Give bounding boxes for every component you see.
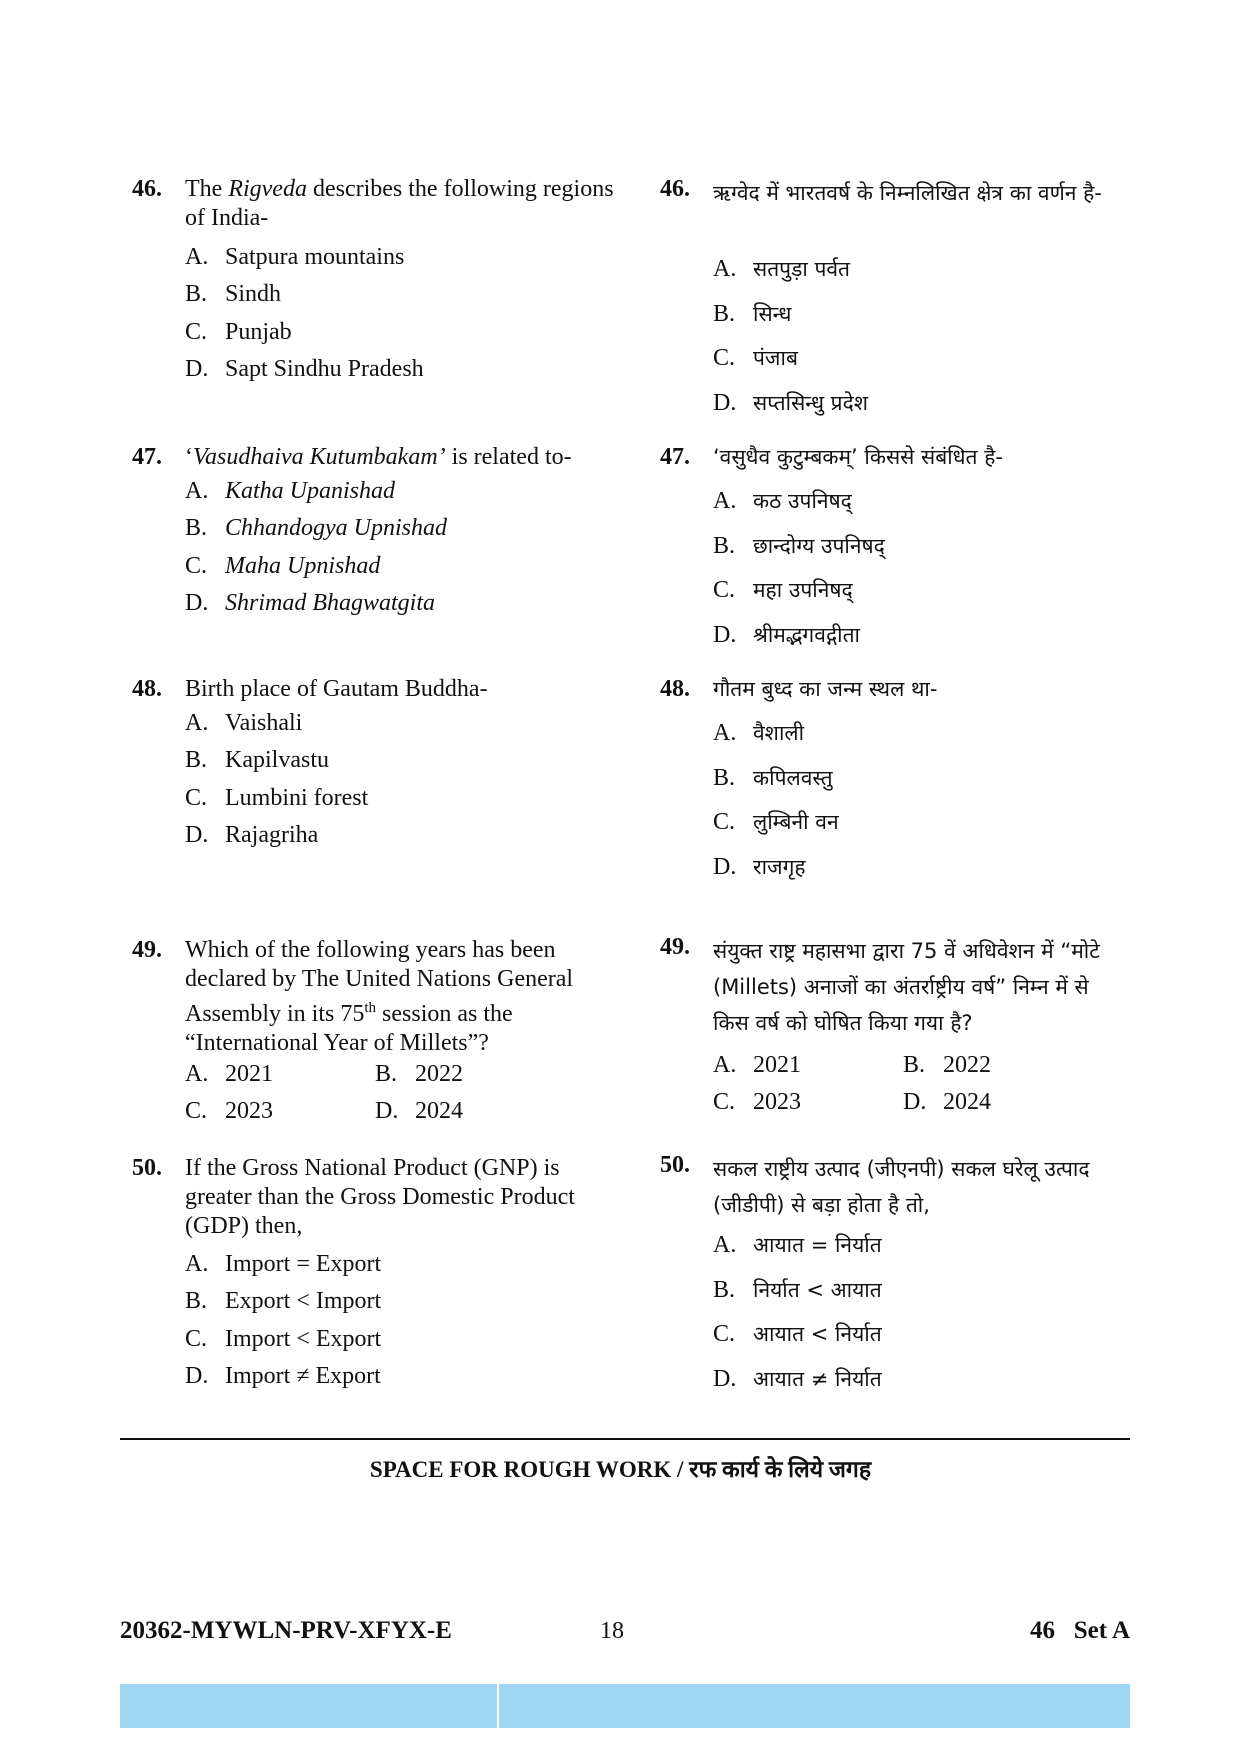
question-number: 47. [132,444,162,470]
options [185,243,424,392]
question-text: ‘वसुधैव कुटुम्बकम्’ किससे संबंधित है- [713,445,1003,469]
option-b[interactable]: B. सिन्ध [713,300,792,327]
question-text: ऋग्वेद में भारतवर्ष के निम्नलिखित क्षेत्र का वर्णन है- [713,181,1102,205]
option-c[interactable]: C. 2023 [713,1089,801,1115]
option-c[interactable]: C. पंजाब [713,345,798,371]
question-text: Which of the following years has been declared by The United Nations General Assembly in its 75th session as the “International Year of Millets”? [185,937,574,1056]
option-c[interactable]: C. Punjab [185,318,292,345]
option-a[interactable]: A. Vaishali [185,710,303,736]
question-number: 46. [660,176,690,202]
footer-bar-left [120,1684,499,1728]
option-d[interactable]: D. सप्तसिन्धु प्रदेश [713,389,869,416]
question-text: ‘Vasudhaiva Kutumbakam’ is related to- [185,444,572,470]
option-d[interactable]: D. 2024 [903,1089,991,1115]
question-text: सकल राष्ट्रीय उत्पाद (जीएनपी) सकल घरेलू उत्पाद (जीडीपी) से बड़ा होता है तो, [713,1157,1090,1217]
option-c[interactable]: C. लुम्बिनी वन [713,809,839,835]
question-number: 48. [660,676,690,702]
options [713,487,885,665]
option-c[interactable]: C. 2023 [185,1098,273,1124]
option-d[interactable]: D. 2024 [375,1098,463,1124]
options [185,1060,565,1126]
option-b[interactable]: B. Kapilvastu [185,747,329,774]
footer-bar [120,1684,1130,1728]
options [713,719,839,897]
question-text: गौतम बुध्द का जन्म स्थल था- [713,677,938,701]
option-c[interactable]: C. Import < Export [185,1325,382,1352]
option-d[interactable]: D. राजगृह [713,853,806,880]
option-b[interactable]: B. कपिलवस्तु [713,764,833,791]
option-c[interactable]: C. आयात < निर्यात [713,1321,882,1347]
booklet-code: 20362-MYWLN-PRV-XFYX-E [120,1617,452,1644]
question-text: The Rigveda describes the following regions of India- [185,176,614,231]
question-text: संयुक्त राष्ट्र महासभा द्वारा 75 वें अधिवेशन में “मोटे (Millets) अनाजों का अंतर्राष्ट्रीय वर्ष” निम्न में से किस वर्ष को घोषित किया गया है? [713,939,1100,1035]
options [185,477,447,626]
option-a[interactable]: A. Satpura mountains [185,244,405,270]
question-text: Birth place of Gautam Buddha- [185,676,488,702]
option-d[interactable]: D. आयात ≠ निर्यात [713,1365,882,1392]
divider-line [120,1438,1130,1440]
option-b[interactable]: B. निर्यात < आयात [713,1276,882,1303]
options [185,1250,381,1399]
option-a[interactable]: A. Import = Export [185,1251,382,1277]
option-d[interactable]: D. Rajagriha [185,821,319,848]
question-number: 50. [660,1152,690,1178]
option-b[interactable]: B. 2022 [903,1052,991,1078]
option-d[interactable]: D. श्रीमद्भगवद्गीता [713,621,860,648]
option-a[interactable]: A. आयात = निर्यात [713,1232,882,1258]
options [185,709,368,858]
option-a[interactable]: A. कठ उपनिषद् [713,488,852,514]
options [713,1051,1093,1117]
option-c[interactable]: C. Lumbini forest [185,784,369,811]
option-c[interactable]: C. Maha Upnishad [185,552,381,579]
option-b[interactable]: B. छान्दोग्य उपनिषद् [713,532,885,559]
options [713,1231,882,1409]
question-number: 47. [660,444,690,470]
question-text: If the Gross National Product (GNP) is greater than the Gross Domestic Product (GDP) then, [185,1155,575,1239]
question-number: 46. [132,176,162,202]
option-d[interactable]: D. Shrimad Bhagwatgita [185,589,436,616]
option-b[interactable]: B. 2022 [375,1061,463,1087]
option-d[interactable]: D. Import ≠ Export [185,1362,381,1389]
option-a[interactable]: A. 2021 [185,1061,273,1087]
question-number: 50. [132,1155,162,1181]
option-a[interactable]: A. सतपुड़ा पर्वत [713,256,851,282]
question-number: 49. [132,937,162,963]
option-d[interactable]: D. Sapt Sindhu Pradesh [185,355,424,382]
set-label: 46 Set A [1030,1617,1130,1644]
options [713,255,868,433]
option-b[interactable]: B. Sindh [185,281,282,308]
rough-work-heading: SPACE FOR ROUGH WORK / रफ कार्य के लिये जगह [369,1457,872,1482]
option-c[interactable]: C. महा उपनिषद् [713,577,853,603]
option-a[interactable]: A. 2021 [713,1052,801,1078]
page-number: 18 [600,1618,624,1644]
question-number: 49. [660,934,690,960]
option-b[interactable]: B. Export < Import [185,1288,382,1315]
option-b[interactable]: B. Chhandogya Upnishad [185,515,447,542]
option-a[interactable]: A. Katha Upanishad [185,478,396,504]
question-number: 48. [132,676,162,702]
option-a[interactable]: A. वैशाली [713,720,805,746]
